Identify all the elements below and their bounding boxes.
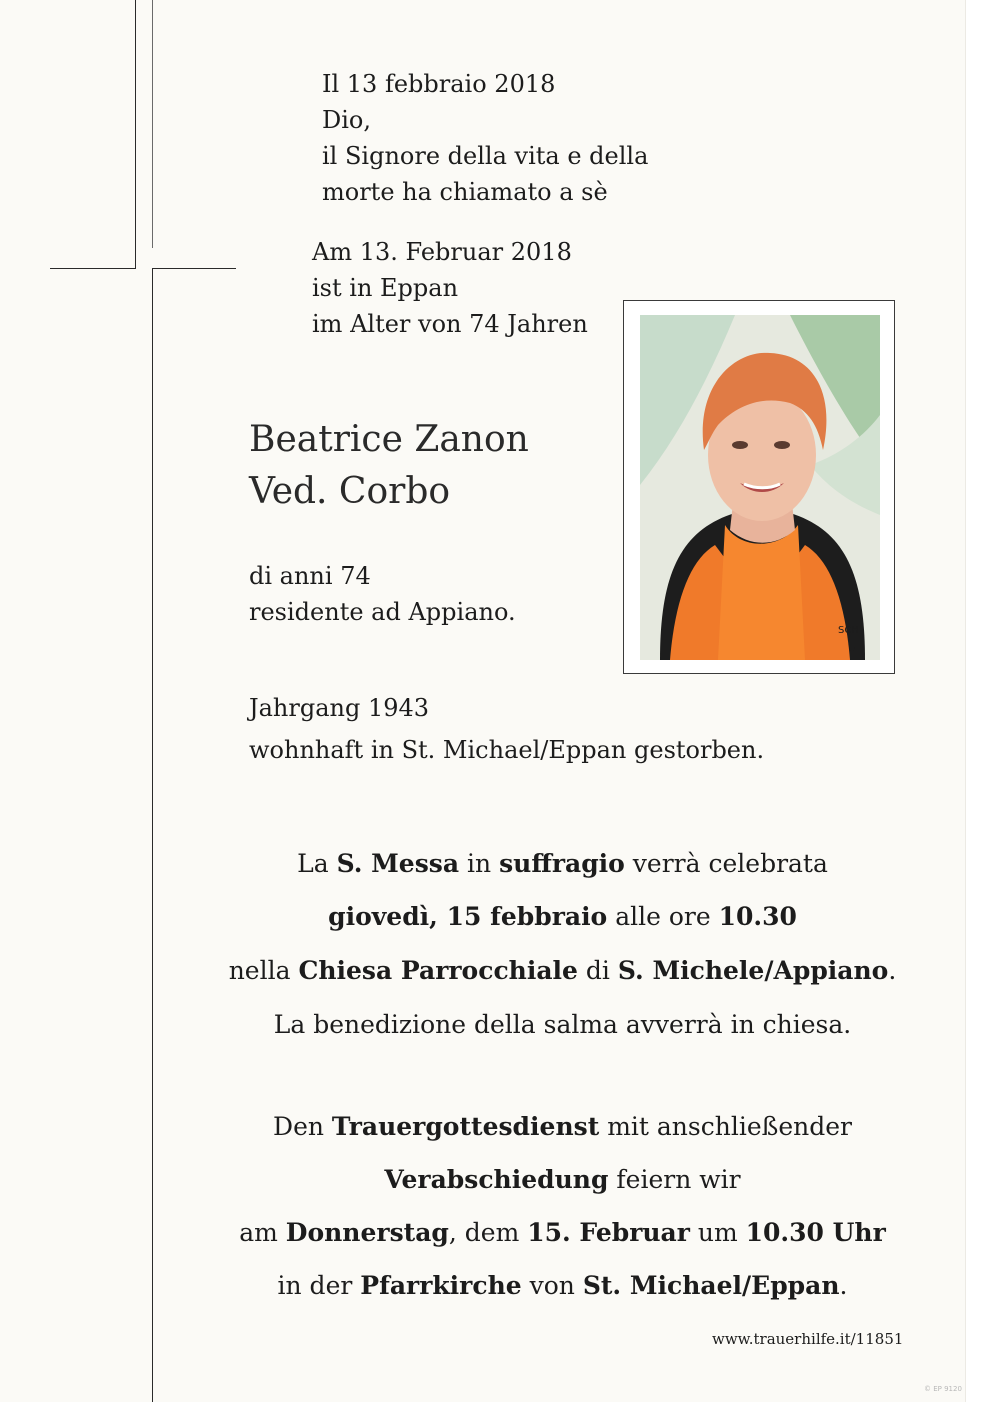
intro-line: im Alter von 74 Jahren (312, 310, 588, 338)
mass-it-line-4: La benedizione della salma avverrà in chiesa. (273, 1010, 852, 1039)
page-edge (965, 0, 982, 1402)
mass-it-line-2: giovedì, 15 febbraio alle ore 10.30 (328, 902, 797, 931)
detail-line: di anni 74 (249, 562, 371, 590)
print-code: © EP 9120 (924, 1385, 962, 1393)
intro-date-de: Am 13. Februar 2018 (312, 238, 572, 266)
portrait-illustration (640, 315, 880, 660)
photo-frame (623, 300, 895, 674)
jacket-logo-text: SCH (838, 625, 859, 636)
intro-line: il Signore della vita e della (322, 142, 649, 170)
portrait-photo (640, 315, 880, 660)
intro-line: ist in Eppan (312, 274, 459, 302)
name-line-1: Beatrice Zanon (249, 419, 529, 460)
mass-de-line-4: in der Pfarrkirche von St. Michael/Eppan. (277, 1271, 848, 1300)
intro-line: morte ha chiamato a sè (322, 178, 608, 206)
detail-line: wohnhaft in St. Michael/Eppan gestorben. (249, 736, 765, 764)
detail-line: Jahrgang 1943 (249, 694, 430, 722)
intro-date-it: Il 13 febbraio 2018 (322, 70, 556, 98)
name-line-2: Ved. Corbo (249, 471, 451, 512)
intro-line: Dio, (322, 106, 371, 134)
detail-line: residente ad Appiano. (249, 598, 516, 626)
mass-de-line-2: Verabschiedung feiern wir (384, 1165, 741, 1194)
footer-url[interactable]: www.trauerhilfe.it/11851 (712, 1330, 904, 1348)
mass-it-line-1: La S. Messa in suffragio verrà celebrata (297, 849, 828, 878)
mass-it-line-3: nella Chiesa Parrocchiale di S. Michele/Appiano. (228, 956, 897, 985)
mass-de-line-1: Den Trauergottesdienst mit anschließender (273, 1112, 852, 1141)
mass-de-line-3: am Donnerstag, dem 15. Februar um 10.30 Uhr (239, 1218, 886, 1247)
